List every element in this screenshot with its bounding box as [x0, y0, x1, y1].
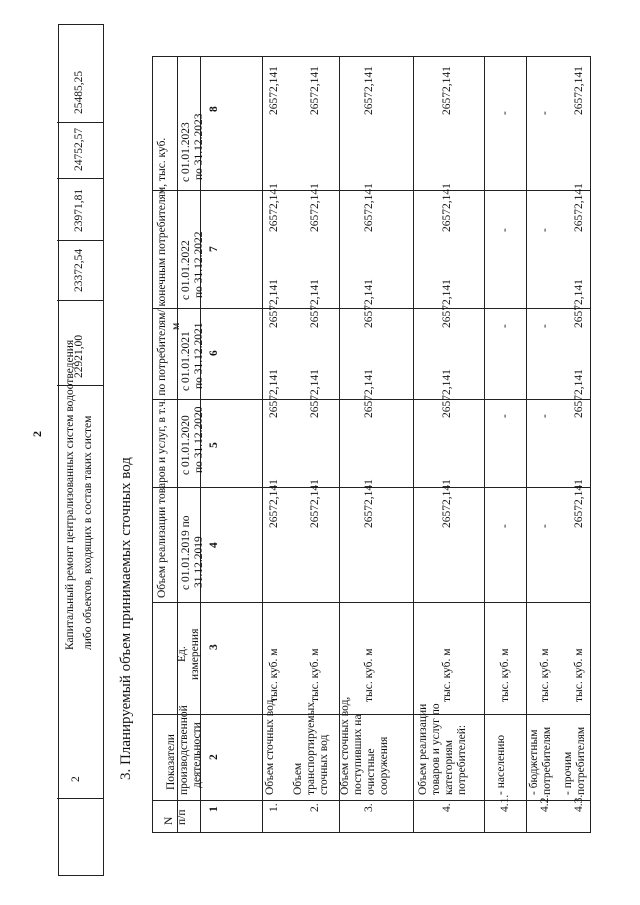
row-1-number: 1. [268, 803, 280, 812]
header-no-line1: N [163, 816, 175, 825]
top-row-desc-line2: либо объектов, входящих в состав таких систем [82, 415, 94, 650]
row-7-unit: тыс. куб. м [573, 648, 585, 702]
row-6-value-5: - [539, 111, 551, 115]
row-1-value-1: 26572,141 [268, 479, 280, 528]
row-2-name-line1: Объем [291, 762, 304, 795]
period-header-4-line2: по 31.12.2022 [193, 231, 205, 298]
period-header-4-line1: с 01.01.2022 [180, 240, 192, 300]
table-row-divider [484, 56, 485, 833]
top-table-divider [57, 178, 104, 179]
row-5-value-5: - [499, 111, 511, 115]
row-3-value-5: 26572,141 [363, 66, 375, 115]
row-1-value-5: 26572,141 [268, 66, 280, 115]
row-3-unit: тыс. куб. м [363, 648, 375, 702]
header-ind-line2: производственной [178, 705, 190, 795]
row-4-value-5: 26572,141 [441, 66, 453, 115]
row-4-number: 4. [441, 803, 453, 812]
row-3-value-1: 26572,141 [363, 479, 375, 528]
table-row-divider [262, 56, 263, 833]
row-2-value-2: 26572,141 [309, 369, 321, 418]
row-7-name-line1: - прочим [562, 751, 574, 795]
row-6-value-1: - [539, 524, 551, 528]
col-number-5: 5 [208, 442, 220, 448]
row-1-value-3: 26572,141 [268, 279, 280, 328]
col-number-2: 2 [208, 754, 220, 760]
row-3-value-4: 26572,141 [363, 183, 375, 232]
top-table-divider [57, 300, 104, 301]
row-4-value-2: 26572,141 [441, 369, 453, 418]
row-5-value-2: - [499, 414, 511, 418]
row-5-value-1: - [499, 524, 511, 528]
period-header-3-line2: по 31.12.2021 [193, 322, 205, 389]
period-header-1-line2: 31.12.2019 [193, 536, 205, 588]
period-header-5-line2: по 31.12.2023 [193, 113, 205, 180]
period-header-1-line1: с 01.01.2019 по [180, 515, 192, 590]
row-7-value-2: 26572,141 [573, 369, 585, 418]
page-number: 2 [30, 431, 44, 437]
row-5-name-line1: - населению [494, 734, 507, 795]
top-table-divider [57, 240, 104, 241]
col-number-3: 3 [208, 644, 220, 650]
row-1-unit: тыс. куб. м [268, 648, 280, 702]
row-2-value-3: 26572,141 [309, 279, 321, 328]
section-title: 3. Планируемый объем принимаемых сточных вод [118, 457, 134, 780]
row-6-value-3: - [539, 324, 551, 328]
row-7-number: 4.3. [573, 794, 585, 812]
group-header-line1: Объем реализации товаров и услуг, в т.ч. по потребителям/ конечным потребителям, тыс. куб. [156, 137, 168, 598]
row-6-unit: тыс. куб. м [539, 648, 551, 702]
top-table-divider [57, 798, 104, 799]
row-5-value-3: - [499, 324, 511, 328]
row-2-name-line3: сточных вод [317, 734, 330, 795]
row-4-value-1: 26572,141 [441, 479, 453, 528]
table-col-divider [152, 800, 591, 801]
row-7-name-line2: потребителям [575, 726, 587, 795]
row-5-value-4: - [499, 228, 511, 232]
row-5-number: 4.1. [499, 794, 511, 812]
row-3-name-line1: Объем сточных вод, [339, 696, 351, 795]
group-header-line2: м [170, 322, 182, 330]
col-number-7: 7 [208, 246, 220, 252]
row-1-value-4: 26572,141 [268, 183, 280, 232]
row-7-value-5: 26572,141 [573, 66, 585, 115]
row-4-name-line2: товаров и услуг по [430, 703, 442, 795]
row-3-name-line2: поступивших на [352, 714, 364, 795]
top-value-3: 23971,81 [73, 188, 85, 232]
table-col-divider [152, 602, 591, 603]
row-4-value-4: 26572,141 [441, 183, 453, 232]
top-row-number: 2 [70, 776, 82, 782]
row-4-name-line1: Объем реализации [417, 703, 429, 795]
row-5-unit: тыс. куб. м [499, 648, 511, 702]
header-ind-line1: Показатели [165, 734, 177, 790]
row-4-name-line3: категориям [443, 739, 455, 795]
row-2-number: 2. [309, 803, 321, 812]
row-2-unit: тыс. куб. м [309, 648, 321, 702]
row-3-name-line4: сооружения [378, 736, 390, 795]
top-value-5: 25485,25 [73, 70, 85, 114]
row-4-value-3: 26572,141 [441, 279, 453, 328]
header-no-line2: п/п [176, 809, 188, 825]
row-7-value-1: 26572,141 [573, 479, 585, 528]
row-3-name-line3: очистные [365, 748, 377, 795]
row-6-value-2: - [539, 414, 551, 418]
row-4-unit: тыс. куб. м [441, 648, 453, 702]
row-6-number: 4.2. [539, 794, 551, 812]
row-4-name-line4: потребителей: [456, 724, 468, 795]
col-number-4: 4 [208, 542, 220, 548]
row-2-value-5: 26572,141 [309, 66, 321, 115]
row-2-value-1: 26572,141 [309, 479, 321, 528]
top-value-1: 22921,00 [73, 334, 85, 378]
table-row-divider [413, 56, 414, 833]
row-3-value-2: 26572,141 [363, 369, 375, 418]
row-6-name-line2: потребителям [541, 726, 553, 795]
row-1-value-2: 26572,141 [268, 369, 280, 418]
row-2-name-line2: транспортируемых [304, 701, 317, 795]
row-6-value-4: - [539, 228, 551, 232]
period-header-2-line2: по 31.12.2020 [193, 406, 205, 473]
period-header-5-line1: с 01.01.2023 [180, 122, 192, 182]
top-value-2: 23372,54 [73, 248, 85, 292]
period-header-3-line1: с 01.01.2021 [180, 331, 192, 391]
col-number-8: 8 [208, 106, 220, 112]
row-2-value-4: 26572,141 [309, 183, 321, 232]
row-3-value-3: 26572,141 [363, 279, 375, 328]
row-3-number: 3. [363, 803, 375, 812]
row-1-name-line1: Объем сточных вод [263, 699, 276, 795]
table-row-divider [526, 56, 527, 833]
header-unit-line1: Ед. [176, 646, 188, 662]
header-unit-line2: измерения [189, 628, 201, 680]
top-value-4: 24752,57 [73, 127, 85, 171]
header-ind-line3: деятельности [191, 722, 203, 788]
top-row-desc-line1: Капитальный ремонт централизованных систем водоотведения [64, 339, 76, 650]
col-number-6: 6 [208, 350, 220, 356]
table-col-divider [152, 714, 591, 715]
period-header-2-line1: с 01.01.2020 [180, 415, 192, 475]
row-6-name-line1: - бюджетным [528, 729, 540, 795]
row-7-value-3: 26572,141 [573, 279, 585, 328]
col-number-1: 1 [208, 806, 220, 812]
top-table-divider [57, 122, 104, 123]
row-7-value-4: 26572,141 [573, 183, 585, 232]
